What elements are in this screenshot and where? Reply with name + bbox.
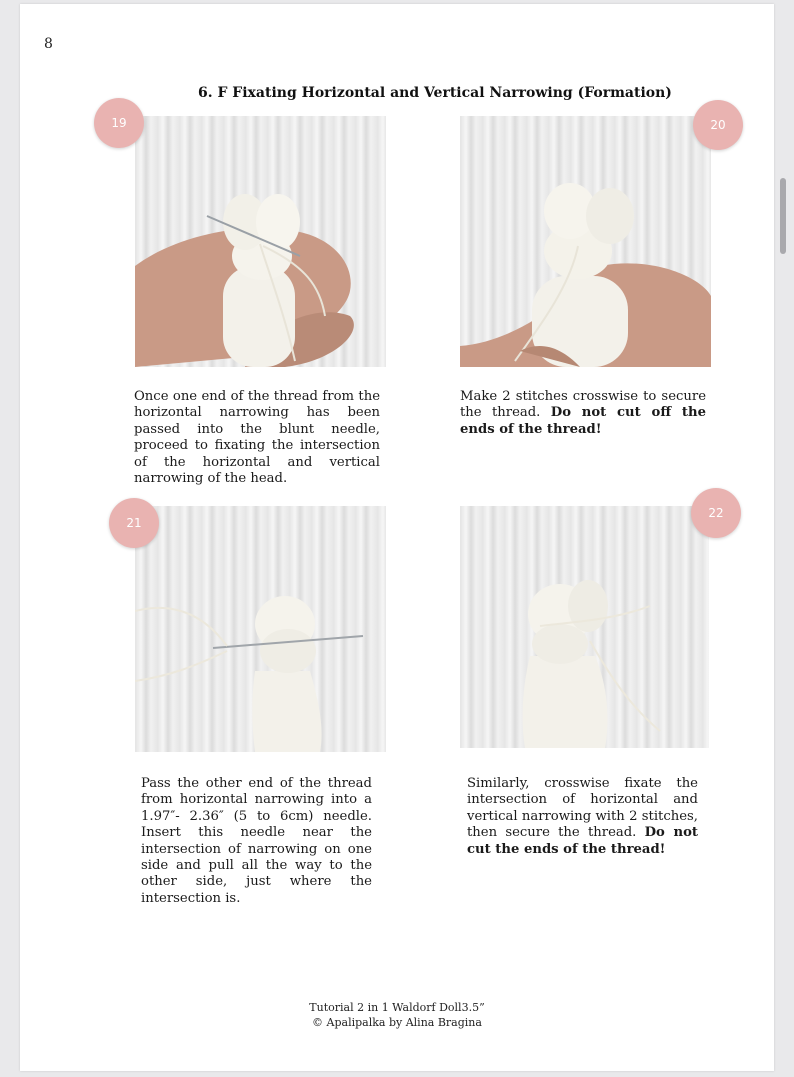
page-number: 8	[44, 36, 53, 52]
step-badge-21: 21	[109, 498, 159, 548]
scrollbar-thumb[interactable]	[780, 178, 786, 254]
step-19-photo	[135, 116, 386, 367]
footer-tutorial-title: Tutorial 2 in 1 Waldorf Doll3.5”	[309, 1001, 485, 1014]
footer-copyright: © Apalipalka by Alina Bragina	[312, 1016, 482, 1029]
step-22-photo	[460, 506, 709, 748]
step-badge-22: 22	[691, 488, 741, 538]
section-title: 6. F Fixating Horizontal and Vertical Narrowing (Formation)	[198, 85, 672, 101]
step-badge-20: 20	[693, 100, 743, 150]
step-22-text-bold: Do not cut the ends of the thread!	[467, 825, 698, 857]
step-20-text-bold: Do not cut off the ends of the thread!	[460, 405, 706, 437]
step-21-text-plain: Pass the other end of the thread from horizontal narrowing into a 1.97″- 2.36″ (5 to 6cm) needle. Insert this needle near the intersection of narrowing on one side and pull all the way to the other side, just where the intersection is.	[141, 776, 372, 906]
step-20-text-plain: Make 2 stitches crosswise to secure the thread.	[460, 389, 706, 421]
step-22-text	[467, 776, 698, 858]
step-22-text-plain: Similarly, crosswise fixate the intersection of horizontal and vertical narrowing with 2 stitches, then secure the thread.	[467, 776, 698, 841]
step-20-photo	[460, 116, 711, 367]
step-19-text	[134, 389, 380, 487]
step-19-text-plain: Once one end of the thread from the horizontal narrowing has been passed into the blunt needle, proceed to fixating the intersection of the horizontal and vertical narrowing of the head.	[134, 389, 380, 487]
step-21-text	[141, 776, 372, 907]
step-badge-19: 19	[94, 98, 144, 148]
step-20-text	[460, 389, 706, 438]
step-21-photo	[135, 506, 386, 752]
page-footer	[0, 1000, 794, 1030]
